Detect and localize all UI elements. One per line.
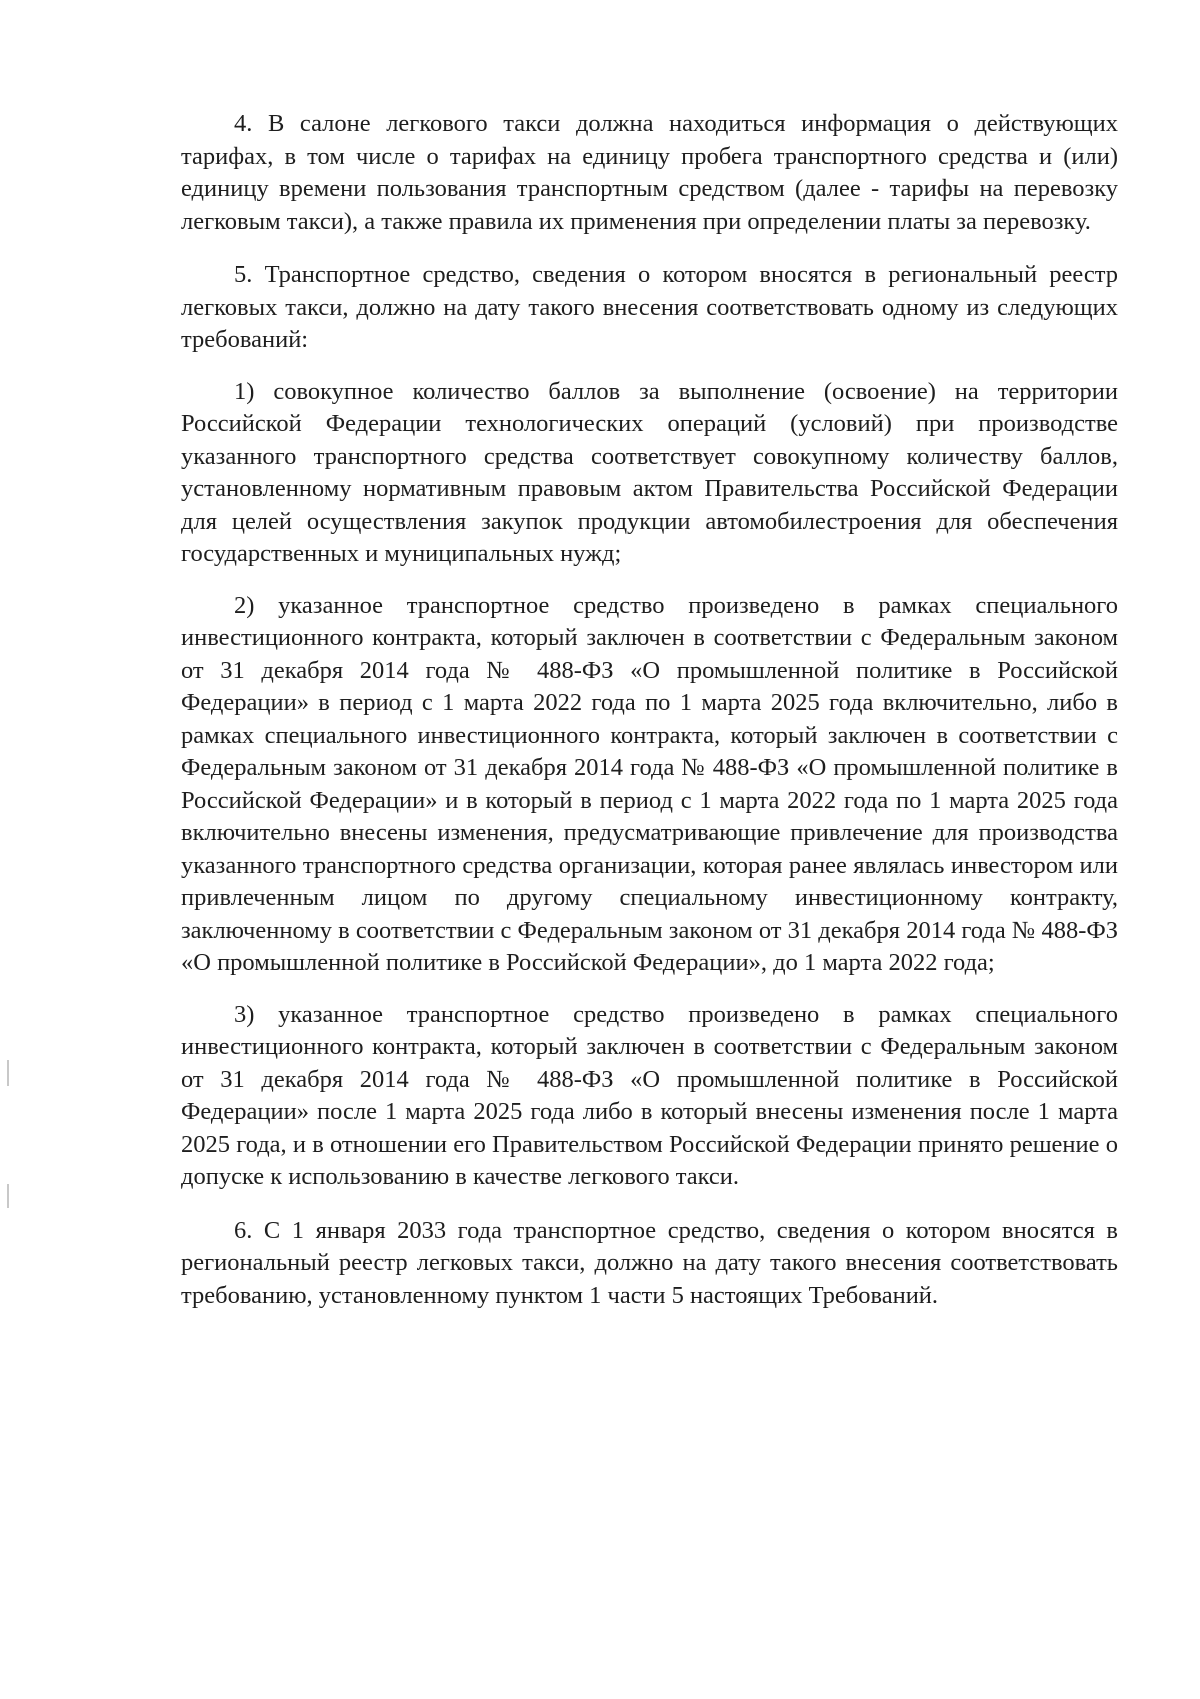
scan-artifact-mark bbox=[7, 1060, 9, 1086]
document-body bbox=[181, 108, 1118, 1312]
subparagraph-3-contract-after-2025: 3) указанное транспортное средство произведено в рамках специального инвестиционного контракта, который заключен в соответствии с Федеральным законом от 31 декабря 2014 года № 488-ФЗ «О промышленной политике в Российской Федерации» после 1 марта 2025 года либо в который внесены изменения после 1 марта 2025 года, и в отношении его Правительством Российской Федерации принято решение о допуске к использованию в качестве легкового такси. bbox=[181, 1000, 1118, 1190]
paragraph-5-vehicle-requirements: 5. Транспортное средство, сведения о котором вносятся в региональный реестр легковых такси, должно на дату такого внесения соответствовать одному из следующих требований: bbox=[181, 261, 1118, 353]
subparagraph-1-localization-points: 1) совокупное количество баллов за выполнение (освоение) на территории Российской Федерации технологических операций (условий) при производстве указанного транспортного средства соответствует совокупному количеству баллов, установленному нормативным правовым актом Правительства Российской Федерации для целей осуществления закупок продукции автомобилестроения для обеспечения государственных и муниципальных нужд; bbox=[181, 377, 1118, 567]
paragraph-6-requirement-from-2033: 6. С 1 января 2033 года транспортное средство, сведения о котором вносятся в региональный реестр легковых такси, должно на дату такого внесения соответствовать требованию, установленному пунктом 1 части 5 настоящих Требований. bbox=[181, 1216, 1118, 1309]
subparagraph-2-special-investment-contract: 2) указанное транспортное средство произведено в рамках специального инвестиционного контракта, который заключен в соответствии с Федеральным законом от 31 декабря 2014 года № 488-ФЗ «О промышленной политике в Российской Федерации» в период с 1 марта 2022 года по 1 марта 2025 года включительно, либо в рамках специального инвестиционного контракта, который заключен в соответствии с Федеральным законом от 31 декабря 2014 года № 488-ФЗ «О промышленной политике в Российской Федерации» и в который в период с 1 марта 2022 года по 1 марта 2025 года включительно внесены изменения, предусматривающие привлечение для производства указанного транспортного средства организации, которая ранее являлась инвестором или привлеченным лицом по другому специальному инвестиционному контракту, заключенному в соответствии с Федеральным законом от 31 декабря 2014 года № 488-ФЗ «О промышленной политике в Российской Федерации», до 1 марта 2022 года; bbox=[181, 591, 1118, 976]
paragraph-4-taxi-tariff-info: 4. В салоне легкового такси должна находиться информация о действующих тарифах, в том числе о тарифах на единицу пробега транспортного средства и (или) единицу времени пользования транспортным средством (далее - тарифы на перевозку легковым такси), а также правила их применения при определении платы за перевозку. bbox=[181, 110, 1118, 235]
scan-artifact-mark bbox=[7, 1184, 9, 1208]
